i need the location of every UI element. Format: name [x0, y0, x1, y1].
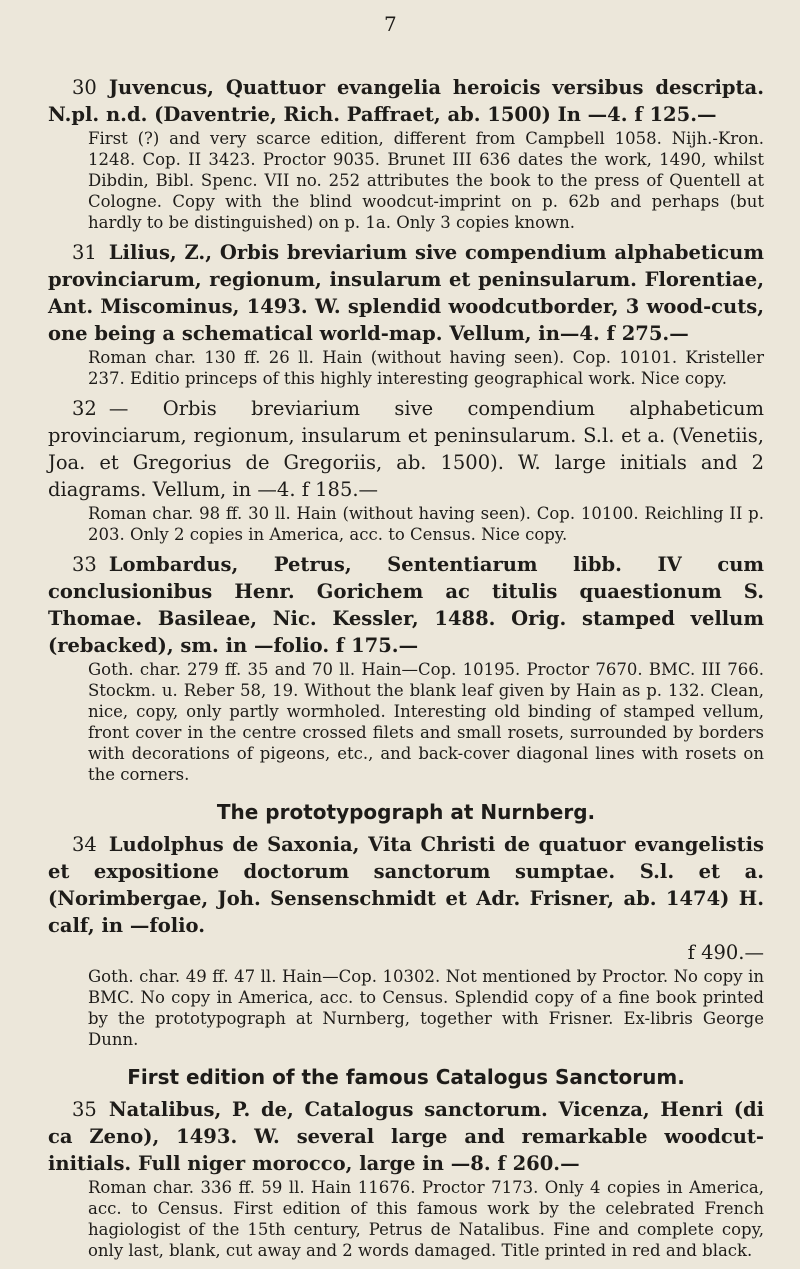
entry-number: 35	[72, 1098, 97, 1121]
entry-title: — Orbis breviarium sive compendium alphabeticum provinciarum, regionum, insularum et peninsularum. S.l. et a. (Venetiis, Joa. et Gregorius de Gregoriis, ab. 1500). W. large initials and 2 diagrams. Vellum, in —4. f 185.—	[48, 397, 764, 501]
entry-34-price: f 490.—	[687, 941, 764, 964]
entry-31-note: Roman char. 130 ff. 26 ll. Hain (without having seen). Cop. 10101. Kristeller 237. Editio princeps of this highly interesting geographical work. Nice copy.	[88, 348, 764, 388]
entry-title: Lilius, Z., Orbis breviarium sive compendium alphabeticum provinciarum, regionum, insularum et peninsularum. Florentiae, Ant. Miscominus, 1493. W. splendid woodcutborder, 3 wood-cuts, one being a schematical world-map. Vellum, in—4. f 275.—	[48, 241, 764, 345]
entry-32-heading	[48, 395, 764, 503]
entry-33	[48, 551, 764, 785]
entry-32	[48, 395, 764, 545]
entry-30	[48, 74, 764, 233]
entry-title: Juvencus, Quattuor evangelia heroicis versibus descripta. N.pl. n.d. (Daventrie, Rich. Paffraet, ab. 1500) In —4. f 125.—	[48, 76, 764, 126]
entry-title: Natalibus, P. de, Catalogus sanctorum. Vicenza, Henri (di ca Zeno), 1493. W. several large and remarkable woodcut-initials. Full niger morocco, large in —8. f 260.—	[48, 1098, 764, 1175]
entry-30-heading	[48, 74, 764, 128]
entry-31-heading	[48, 239, 764, 347]
entry-32-note: Roman char. 98 ff. 30 ll. Hain (without having seen). Cop. 10100. Reichling II p. 203. Only 2 copies in America, acc. to Census. Nice copy.	[88, 504, 764, 544]
section-heading-nurnberg: The prototypograph at Nurnberg.	[216, 800, 596, 824]
entry-number: 32	[72, 397, 97, 420]
entry-35-heading	[48, 1096, 764, 1177]
entry-34-note: Goth. char. 49 ff. 47 ll. Hain—Cop. 10302. Not mentioned by Proctor. No copy in BMC. No copy in America, acc. to Census. Splendid copy of a fine book printed by the prototypograph at Nurnberg, together with Frisner. Ex-libris George Dunn.	[88, 967, 764, 1049]
entry-number: 33	[72, 553, 97, 576]
catalogue-content	[48, 74, 764, 1267]
entry-34	[48, 831, 764, 1050]
entry-33-note: Goth. char. 279 ff. 35 and 70 ll. Hain—Cop. 10195. Proctor 7670. BMC. III 766. Stockm. u. Reber 58, 19. Without the blank leaf given by Hain as p. 132. Clean, nice, copy, only partly wormholed. Interesting old binding of stamped vellum, front cover in the centre crossed filets and small rosets, surrounded by borders with decorations of pigeons, etc., and back-cover diagonal lines with rosets on the corners.	[88, 660, 764, 784]
entry-30-note: First (?) and very scarce edition, different from Campbell 1058. Nijh.-Kron. 1248. Cop. II 3423. Proctor 9035. Brunet III 636 dates the work, 1490, whilst Dibdin, Bibl. Spenc. VII no. 252 attributes the book to the press of Quentell at Cologne. Copy with the blind woodcut-imprint on p. 62b and perhaps (but hardly to be distinguished) on p. 1a. Only 3 copies known.	[88, 129, 764, 232]
entry-title: Ludolphus de Saxonia, Vita Christi de quatuor evangelistis et expositione doctorum sanctorum sumptae. S.l. et a. (Norimbergae, Joh. Sensenschmidt et Adr. Frisner, ab. 1474) H. calf, in —folio.	[48, 833, 764, 937]
entry-number: 31	[72, 241, 97, 264]
entry-title: Lombardus, Petrus, Sententiarum libb. IV cum conclusionibus Henr. Gorichem ac titulis quaestionum S. Thomae. Basileae, Nic. Kessler, 1488. Orig. stamped vellum (rebacked), sm. in —folio. f 175.—	[48, 553, 764, 657]
entry-31	[48, 239, 764, 389]
entry-35	[48, 1096, 764, 1261]
entry-34-heading	[48, 831, 764, 939]
entry-number: 34	[72, 833, 97, 856]
section-heading-catalogus: First edition of the famous Catalogus Sanctorum.	[127, 1065, 685, 1089]
page-number: 7	[384, 12, 397, 36]
entry-number: 30	[72, 76, 97, 99]
entry-35-note: Roman char. 336 ff. 59 ll. Hain 11676. Proctor 7173. Only 4 copies in America, acc. to Census. First edition of this famous work by the celebrated French hagiologist of the 15th century, Petrus de Natalibus. Fine and complete copy, only last, blank, cut away and 2 words damaged. Title printed in red and black.	[88, 1178, 764, 1260]
entry-33-heading	[48, 551, 764, 659]
